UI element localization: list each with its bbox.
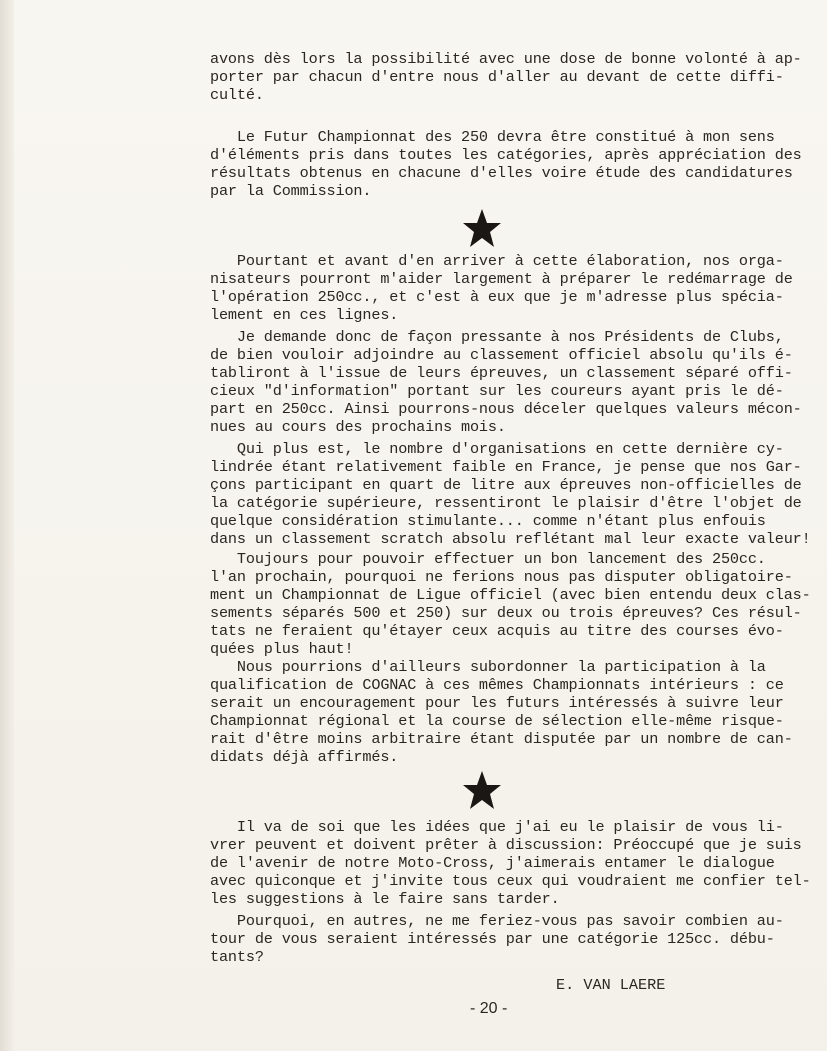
paragraph-8: Il va de soi que les idées que j'ai eu le plaisir de vous li- vrer peuvent et doivent prêter à discussion: Préoccupé que je suis de l'avenir de notre Moto-Cross, j'aimerais entamer le dialogue avec quiconque et j'invite tous ceux qui voudraient me confier tel- les suggestions à le faire sans tarder. [210, 818, 811, 908]
paragraph-2: Le Futur Championnat des 250 devra être constitué à mon sens d'éléments pris dans toutes les catégories, après appréciation des résultats obtenus en chacune d'elles voire étude des candidatures par la Commission. [210, 128, 802, 200]
paragraph-5: Qui plus est, le nombre d'organisations en cette dernière cy- lindrée étant relativement faible en France, je pense que nos Gar- çons participant en quart de litre aux épreuves non-officielles de la catégorie supérieure, ressentiront le plaisir d'être l'objet de quelque considération stimulante... comme n'étant plus enfouis dans un classement scratch absolu reflétant mal leur exacte valeur! [210, 440, 811, 548]
paragraph-4: Je demande donc de façon pressante à nos Présidents de Clubs, de bien vouloir adjoindre au classement officiel absolu qu'ils é- tabliront à l'issue de leurs épreuves, un classement séparé offi- cieux "d'information" portant sur les coureurs ayant pris le dé- part en 250cc. Ainsi pourrons-nous déceler quelques valeurs mécon- nues au cours des prochains mois. [210, 328, 802, 436]
star-icon [462, 770, 502, 810]
page-number: - 20 - [470, 1000, 508, 1017]
paragraph-7: Nous pourrions d'ailleurs subordonner la participation à la qualification de COGNAC à ces mêmes Championnats intérieurs : ce serait un encouragement pour les futurs intéressés à suivre leur Championnat régional et la course de sélection elle-même risque- rait d'être moins arbitraire étant disputée par un nombre de can- didats déjà affirmés. [210, 658, 793, 766]
paragraph-3: Pourtant et avant d'en arriver à cette élaboration, nos orga- nisateurs pourront m'aider largement à préparer le redémarrage de l'opération 250cc., et c'est à eux que je m'adresse plus spécia- lement en ces lignes. [210, 252, 793, 324]
star-icon [462, 208, 502, 248]
page-edge-shadow [0, 0, 14, 1051]
paragraph-9: Pourquoi, en autres, ne me feriez-vous pas savoir combien au- tour de vous seraient intéressés par une catégorie 125cc. débu- tants? [210, 912, 784, 966]
signature: E. VAN LAERE [556, 976, 666, 994]
paragraph-6: Toujours pour pouvoir effectuer un bon lancement des 250cc. l'an prochain, pourquoi ne ferions nous pas disputer obligatoire- ment un Championnat de Ligue officiel (avec bien entendu deux clas- sements séparés 500 et 250) sur deux ou trois épreuves? Ces résul- tats ne feraient qu'étayer ceux acquis au titre des courses évo- quées plus haut! [210, 550, 811, 658]
paragraph-1: avons dès lors la possibilité avec une dose de bonne volonté à ap- porter par chacun d'entre nous d'aller au devant de cette diffi- culté. [210, 50, 802, 104]
